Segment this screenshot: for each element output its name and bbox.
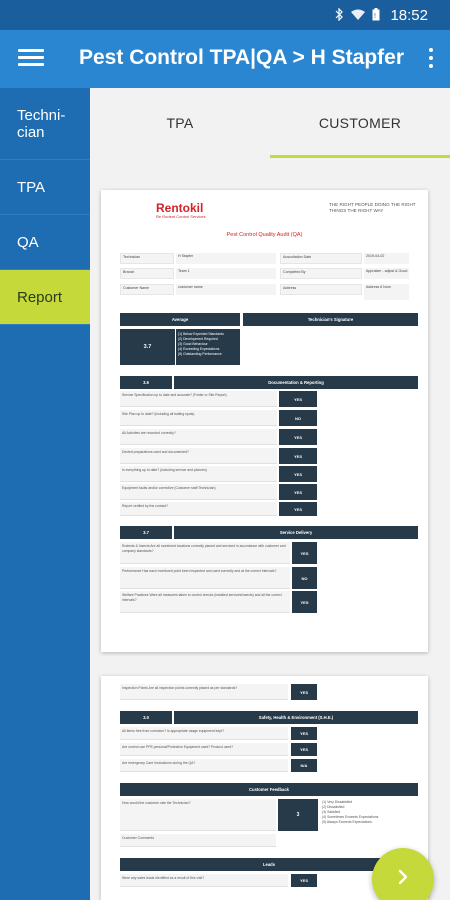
customer-comments-label: Customer Comments — [120, 834, 276, 847]
question-row: Performance Has each monitored point been inspected and used correctly and at the correct intervals? — [120, 567, 290, 589]
section-score: 3.0 — [120, 711, 172, 724]
question-row: Inspection Points Are all inspection points correctly placed as per standards? — [120, 684, 288, 700]
tab-selected-indicator — [270, 155, 450, 158]
answer-badge: YES — [279, 391, 317, 407]
info-value: Address 6 Num — [364, 284, 409, 300]
answer-badge: NO — [279, 410, 317, 426]
answer-badge: N/A — [291, 759, 317, 772]
info-label: Branch — [120, 268, 174, 279]
answer-badge: YES — [292, 591, 317, 613]
hamburger-menu-icon[interactable] — [18, 46, 44, 70]
answer-badge: YES — [291, 684, 317, 700]
chevron-right-icon — [396, 866, 410, 892]
question-row: Dected preparations used and documented? — [120, 448, 277, 464]
average-value: 3.7 — [120, 329, 176, 365]
feedback-rating: 3 — [278, 799, 318, 831]
answer-badge: YES — [279, 502, 317, 516]
question-row: Report verified by the contact? — [120, 502, 277, 516]
answer-badge: YES — [291, 874, 317, 887]
average-box — [120, 329, 240, 365]
question-row: Is everything up to date? (including service and pictures) — [120, 466, 277, 482]
tab-tpa[interactable]: TPA — [166, 115, 194, 131]
logo-subtitle: Re Rodent Control Services — [156, 214, 206, 219]
leads-header: Leads — [120, 858, 418, 871]
section-title: Service Delivery — [174, 526, 418, 539]
section-score: 3.7 — [120, 526, 172, 539]
question-row: Welfare Practices Were all measures taken to control checks (installed services/insects) and all the correct intervals? — [120, 591, 290, 613]
sidebar-item-qa[interactable]: QA — [0, 215, 90, 270]
question-row: Were any sales leads identified as a result of this visit? — [120, 874, 288, 887]
info-value: Team 1 — [176, 268, 276, 279]
answer-badge: YES — [291, 743, 317, 756]
sidebar-item-report[interactable]: Report — [0, 270, 90, 325]
question-row: Site Plan up to date? (including all baiting spots) — [120, 410, 277, 426]
answer-badge: YES — [279, 466, 317, 482]
info-label: Customer Name — [120, 284, 174, 295]
page-title: Pest Control TPA|QA > H Stapfer — [79, 46, 404, 69]
slogan: THE RIGHT PEOPLE DOING THE RIGHT THINGS THE RIGHT WAY — [329, 202, 416, 213]
info-label: Address — [280, 284, 362, 295]
report-title: Pest Control Quality Audit (QA) — [226, 232, 303, 238]
status-icons — [335, 8, 380, 24]
battery-icon — [372, 8, 380, 24]
answer-badge: YES — [292, 542, 317, 564]
svg-text:!: ! — [374, 13, 376, 20]
feedback-legend: (1) Very Dissatisfied (2) Dissatisfied (3) Satisfied (4) Sometimes Exceeds Expectations (5) Always Exceeds Expectations — [322, 800, 379, 824]
question-row: Service Specification up to date and accurate? (Folder or Site Report) — [120, 391, 277, 407]
info-value: H Stapfer — [176, 253, 276, 264]
section-score: 3.6 — [120, 376, 172, 389]
answer-badge: YES — [279, 484, 317, 500]
tab-bar — [90, 88, 450, 158]
answer-badge: YES — [279, 448, 317, 464]
section-title: Safety, Health & Environment (S.H.E.) — [174, 711, 418, 724]
question-row: Are correct use PPE personal/Protection Equipment used? Product used? — [120, 743, 288, 756]
info-value: 2019-04-02 — [364, 253, 409, 264]
section-title: Documentation & Reporting — [174, 376, 418, 389]
feedback-question: How would the customer rate the Technician? — [120, 799, 276, 831]
question-row: Rodents & Insects Are all monitored locations correctly placed and serviced in accordance with customer and company standards? — [120, 542, 290, 564]
app-bar — [0, 30, 450, 88]
overflow-menu-icon[interactable] — [426, 46, 436, 72]
answer-badge: YES — [279, 429, 317, 445]
status-bar — [0, 0, 450, 30]
report-page-1[interactable] — [101, 190, 428, 652]
average-legend: (1) Below Expected Standards (2) Development Required (3) Good Behaviour (4) Exceeding Expectations (5) Outstanding Performance — [178, 332, 224, 356]
info-value: Appraiser - adjust & Good — [364, 268, 409, 279]
feedback-header: Customer Feedback — [120, 783, 418, 796]
answer-badge: NO — [292, 567, 317, 589]
answer-badge: YES — [291, 727, 317, 740]
info-label: Auscultation Date — [280, 253, 362, 264]
sidebar — [0, 88, 90, 900]
info-label: Completed By — [280, 268, 362, 279]
rentokil-logo: Rentokil — [156, 201, 204, 215]
signature-header: Technician's Signature — [243, 313, 418, 326]
sidebar-item-tpa[interactable]: TPA — [0, 160, 90, 215]
bluetooth-icon — [335, 8, 344, 24]
info-value: customer name — [176, 284, 276, 295]
info-label: Technician — [120, 253, 174, 264]
sidebar-item-technician[interactable]: Techni- cian — [0, 88, 90, 160]
wifi-icon — [350, 9, 366, 24]
question-row: Equipment faults and/or corrective (Customer staff Technician) — [120, 484, 277, 500]
average-header: Average — [120, 313, 240, 326]
question-row: Are emergency Care Instructions during the QA? — [120, 759, 288, 772]
tab-customer[interactable]: CUSTOMER — [318, 115, 402, 131]
status-time: 18:52 — [390, 7, 428, 24]
question-row: All Activities are recorded correctly? — [120, 429, 277, 445]
question-row: All items free from corrosion? Is appropriate usage equipment kept? — [120, 727, 288, 740]
